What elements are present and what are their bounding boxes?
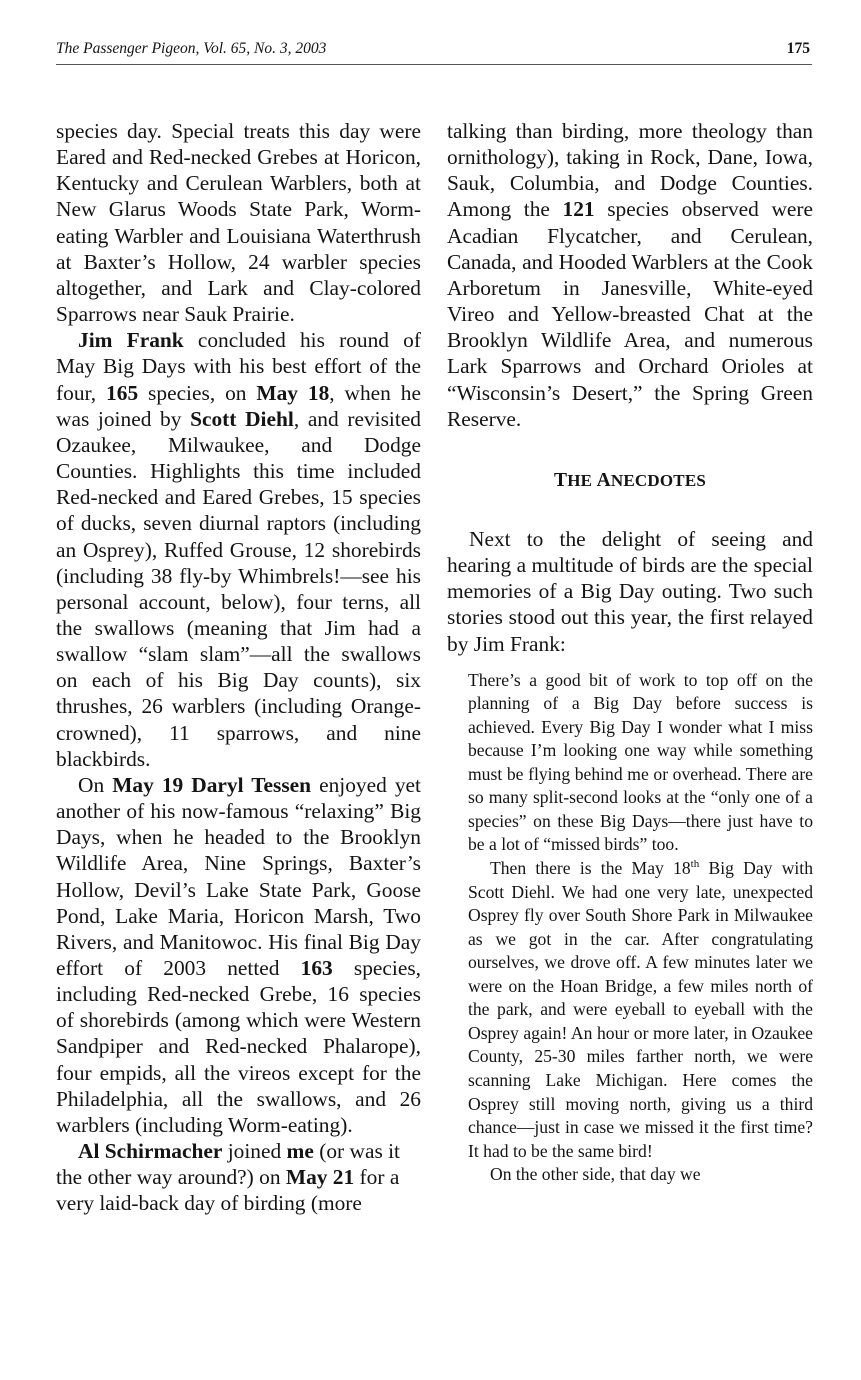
paragraph-intro-anecdotes: Next to the delight of seeing and hearing a multitude of birds are the special memories of a Big Day outing. Two such stories stood out this year, the first relayed by Jim Frank: — [447, 526, 813, 656]
quote-paragraph: Then there is the May 18th Big Day with Scott Diehl. We had one very late, unexpected Osprey fly over South Shore Park in Milwaukee as we got in the car. After congratulating ourselves, we drove off. A few minutes later we were on the Hoan Bridge, a few miles north of the park, and were eyeball to eyeball with the Osprey again! An hour or more later, in Ozaukee County, 25-30 miles farther north, we were scanning Lake Michigan. Here comes the Osprey still moving north, giving us a third chance—just in case we missed it the first time? It had to be the same bird! — [468, 858, 813, 1161]
paragraph-al-schirmacher: Al Schirmacher joined me (or was it the other way around?) on May 21 for a very laid-back day of birding (more — [56, 1139, 400, 1216]
observer-name: Scott Diehl — [190, 406, 294, 431]
species-count: 163 — [300, 956, 333, 980]
observer-name: Jim Frank — [78, 328, 184, 353]
journal-citation: The Passenger Pigeon, Vol. 65, No. 3, 2003 — [56, 40, 327, 57]
species-count: 121 — [562, 197, 595, 222]
observer-me: me — [286, 1139, 314, 1164]
big-day-date-observer: May 19 Daryl Tessen — [112, 772, 312, 797]
quote-paragraph: On the other side, that day we — [490, 1164, 701, 1185]
page-number: 175 — [786, 40, 810, 57]
block-quote — [468, 669, 813, 1187]
paragraph-continued: talking than birding, more theology than ornithology), taking in Rock, Dane, Iowa, Sauk, Columbia, and Dodge Counties. Among the 121 species observed were Acadian Flycatcher, and Cerulean, Canada, and Hooded Warblers at the Cook Arboretum in Janesville, White-eyed Vireo and Yellow-breasted Chat at the Brooklyn Wildlife Area, and numerous Lark Sparrows and Orchard Orioles at “Wisconsin’s Desert,” the Spring Green Reserve. — [447, 119, 814, 431]
species-count: 165 — [106, 380, 139, 405]
paragraph-species-day: species day. Special treats this day were Eared and Red-necked Grebes at Horicon, Kentucky and Cerulean Warblers, both at New Glarus Woods State Park, Worm-eating Warbler and Louisiana Waterthrush at Baxter’s Hollow, 24 warbler species altogether, and Lark and Clay-colored Sparrows near Sauk Prairie. — [56, 119, 421, 327]
running-header — [56, 40, 812, 65]
left-column — [56, 118, 421, 1217]
big-day-date: May 21 — [285, 1165, 355, 1190]
paragraph-jim-frank: Jim Frank concluded his round of May Big Days with his best effort of the four, 165 species, on May 18, when he was joined by Scott Diehl, and revisited Ozaukee, Milwaukee, and Dodge Counties. Highlights this time included Red-necked and Eared Grebes, 15 species of ducks, seven diurnal raptors (including an Osprey), Ruffed Grouse, 12 shorebirds (including 38 fly-by Whimbrels!—see his personal account, below), four terns, all the swallows (meaning that Jim had a swallow “slam slam”—all the swallows on each of his Big Day counts), six thrushes, 26 warblers (including Orange-crowned), 11 sparrows, and nine blackbirds. — [56, 328, 422, 771]
right-column — [447, 118, 813, 1187]
section-heading: THE ANECDOTES — [553, 469, 707, 491]
big-day-date: May 18 — [256, 380, 330, 405]
paragraph-daryl-tessen: On May 19 Daryl Tessen enjoyed yet another of his now-famous “relaxing” Big Days, when he headed to the Brooklyn Wildlife Area, Nine Springs, Baxter’s Hollow, Devil’s Lake State Park, Goose Pond, Lake Maria, Horicon Marsh, Two Rivers, and Manitowoc. His final Big Day effort of 2003 netted 163 species, including Red-necked Grebe, 16 species of shorebirds (among which were Western Sandpiper and Red-necked Phalarope), four empids, all the vireos except for the Philadelphia, all the swallows, and 26 warblers (including Worm-eating). — [56, 772, 421, 1137]
observer-name: Al Schirmacher — [78, 1139, 223, 1164]
quote-paragraph: There’s a good bit of work to top off on the planning of a Big Day before success is achieved. Every Big Day I wonder what I miss because I’m looking one way while something must be flying behind me or overhead. There are so many split-second looks at the “only one of a species” on these Big Days—there just have to be a lot of “missed birds” too. — [468, 669, 813, 855]
